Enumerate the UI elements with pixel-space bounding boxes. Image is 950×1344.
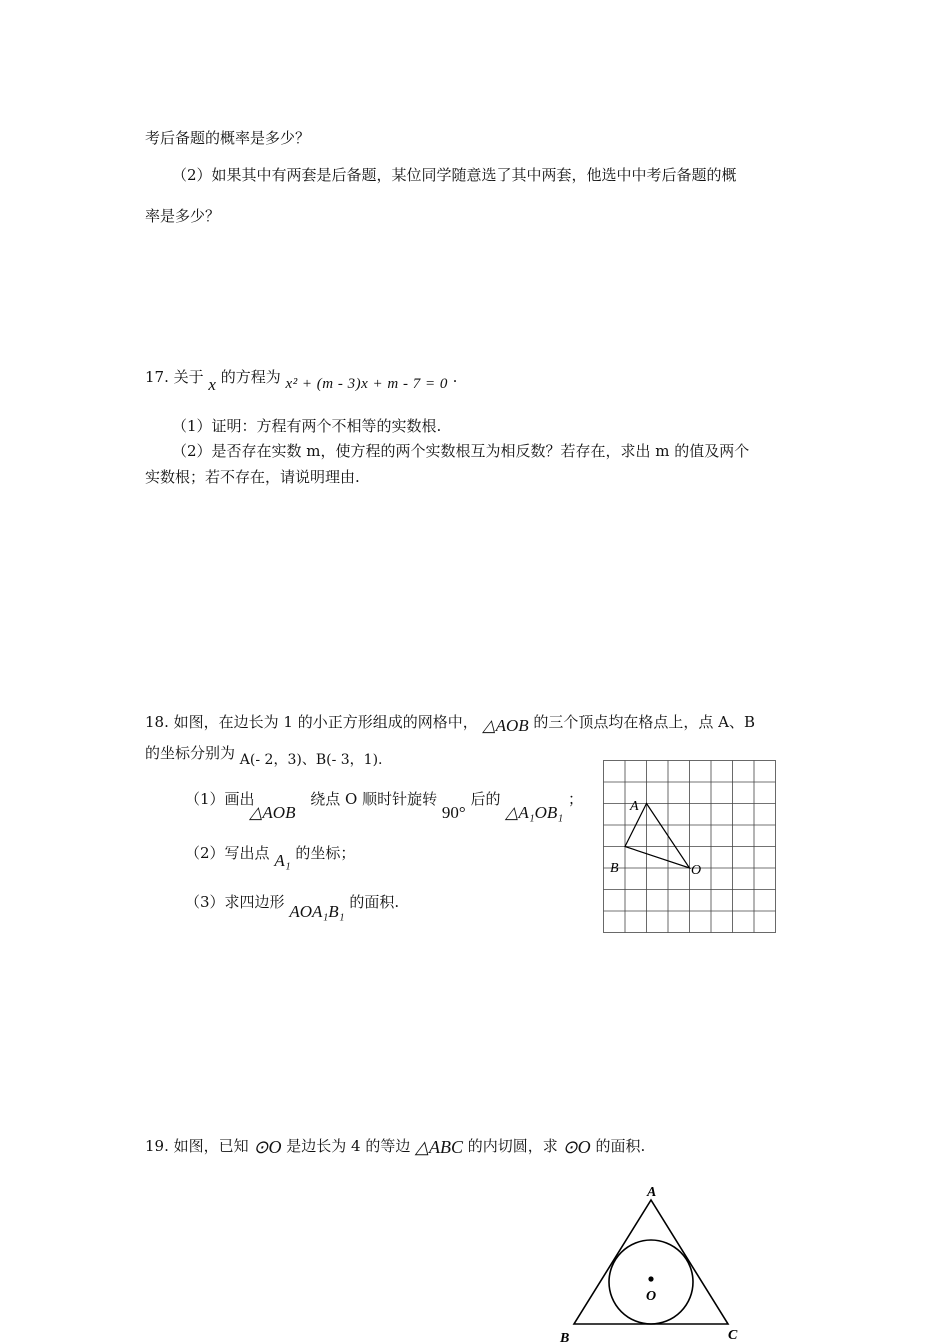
q17-mid: 的方程为	[220, 368, 281, 386]
q18-part2-b: 的坐标；	[295, 844, 356, 862]
q18-part1-a: （1）画出	[185, 790, 255, 808]
q19-prefix: 19. 如图，已知	[145, 1137, 249, 1155]
q19-figure	[550, 1178, 750, 1344]
fig-label-c: C	[728, 1328, 738, 1343]
q18-part1-b: 绕点 O 顺时针旋转	[310, 790, 438, 808]
q17-period: .	[452, 368, 458, 386]
q17-prefix: 17. 关于	[145, 368, 204, 386]
q18-stem-line1	[145, 711, 756, 735]
q16-part2-a: （2）如果其中有两套是后备题，某位同学随意选了其中两套，他选中中考后备题的概	[172, 166, 737, 184]
q18-part2-a: （2）写出点	[185, 844, 270, 862]
center-point-o	[648, 1276, 653, 1281]
q19-stem	[145, 1135, 645, 1156]
fig-label-o: O	[646, 1289, 657, 1304]
fig-label-a: A	[647, 1185, 657, 1200]
q16-part2-b: 率是多少？	[145, 207, 221, 225]
grid-label-b: B	[610, 861, 619, 876]
q18-line2-a: 的坐标分别为	[145, 744, 236, 762]
q19-end: 的面积.	[595, 1137, 646, 1155]
grid-label-o: O	[691, 863, 702, 878]
q18-part2	[185, 842, 356, 870]
q18-part1	[185, 788, 583, 822]
q17-equation: x² + (m - 3)x + m - 7 = 0	[285, 376, 448, 392]
q19-mid: 是边长为 4 的等边	[286, 1137, 411, 1155]
q18-part2-point: A₁	[274, 851, 291, 870]
q18-part3-b: 的面积.	[349, 893, 400, 911]
equilateral-triangle-abc	[574, 1200, 728, 1324]
q18-part3	[185, 891, 400, 921]
q18-part3-quad: AOA₁B₁	[289, 902, 345, 921]
fig-label-b: B	[560, 1331, 570, 1344]
grid-label-a: A	[630, 799, 639, 814]
q18-stem-line2	[145, 742, 383, 768]
q18-part3-a: （3）求四边形	[185, 893, 285, 911]
q18-grid-figure	[600, 758, 780, 936]
q18-suffix: 的三个顶点均在格点上，点 A、B	[533, 713, 756, 731]
q17-var-x: x	[208, 375, 216, 394]
q18-part1-triangle2: △A₁OB₁	[505, 803, 564, 822]
grid-lines	[604, 761, 776, 933]
q19-circle-o: ⊙O	[253, 1137, 282, 1157]
q19-circle-o2: ⊙O	[562, 1137, 591, 1157]
q19-triangle: △ABC	[415, 1137, 463, 1157]
q17-stem	[145, 366, 458, 394]
q18-part1-triangle: △AOB	[249, 803, 296, 822]
q17-part2-a: （2）是否存在实数 m，使方程的两个实数根互为相反数？若存在，求出 m 的值及两个	[172, 442, 750, 460]
incircle-o	[609, 1240, 693, 1324]
q18-part1-c: 后的	[470, 790, 501, 808]
q17-part2-b: 实数根；若不存在，请说明理由.	[145, 468, 360, 486]
q18-prefix: 18. 如图，在边长为 1 的小正方形组成的网格中，	[145, 713, 478, 731]
q18-triangle: △AOB	[482, 716, 529, 735]
q18-coords: A(- 2，3)、B(- 3，1).	[239, 752, 383, 768]
q19-suffix: 的内切圆，求	[467, 1137, 558, 1155]
q18-part1-angle: 90°	[441, 803, 466, 822]
q18-part1-end: ；	[567, 790, 583, 808]
q16-line1: 考后备题的概率是多少？	[145, 129, 311, 147]
q17-part1: （1）证明：方程有两个不相等的实数根.	[172, 417, 442, 435]
